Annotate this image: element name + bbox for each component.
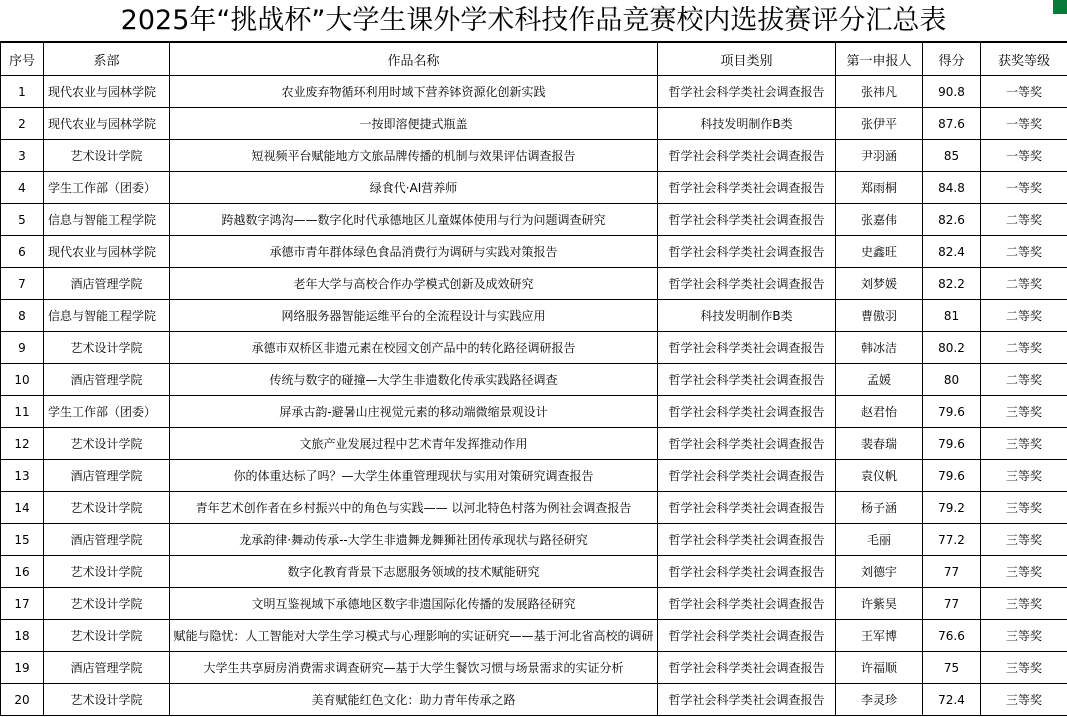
row-number: 16 <box>1 556 44 588</box>
row-applicant: 杨子涵 <box>836 492 923 524</box>
row-award: 二等奖 <box>981 332 1067 364</box>
row-award: 三等奖 <box>981 652 1067 684</box>
row-work-title: 一按即溶便捷式瓶盖 <box>170 108 658 140</box>
row-category: 哲学社会科学类社会调查报告 <box>658 652 836 684</box>
row-department: 酒店管理学院 <box>44 652 170 684</box>
row-number: 4 <box>1 172 44 204</box>
row-applicant: 刘德宇 <box>836 556 923 588</box>
row-score: 76.6 <box>923 620 981 652</box>
row-applicant: 王军博 <box>836 620 923 652</box>
row-award: 三等奖 <box>981 620 1067 652</box>
table-row <box>1 204 1067 236</box>
row-score: 79.6 <box>923 460 981 492</box>
row-work-title: 传统与数字的碰撞—大学生非遗数化传承实践路径调查 <box>170 364 658 396</box>
table-row <box>1 492 1067 524</box>
table-row <box>1 460 1067 492</box>
corner-marker <box>1053 0 1067 14</box>
row-award: 三等奖 <box>981 396 1067 428</box>
row-award: 三等奖 <box>981 588 1067 620</box>
row-department: 信息与智能工程学院 <box>44 204 170 236</box>
row-number: 8 <box>1 300 44 332</box>
table-row <box>1 108 1067 140</box>
row-number: 20 <box>1 684 44 716</box>
row-award: 二等奖 <box>981 268 1067 300</box>
row-applicant: 裴春瑞 <box>836 428 923 460</box>
row-category: 哲学社会科学类社会调查报告 <box>658 236 836 268</box>
row-applicant: 袁仪帆 <box>836 460 923 492</box>
row-award: 二等奖 <box>981 300 1067 332</box>
row-award: 一等奖 <box>981 108 1067 140</box>
row-work-title: 美育赋能红色文化：助力青年传承之路 <box>170 684 658 716</box>
table-row <box>1 684 1067 716</box>
row-applicant: 刘梦媛 <box>836 268 923 300</box>
table-row <box>1 524 1067 556</box>
row-work-title: 农业废弃物循环利用时域下营养钵资源化创新实践 <box>170 76 658 108</box>
row-work-title: 赋能与隐忧：人工智能对大学生学习模式与心理影响的实证研究——基于河北省高校的调研 <box>170 620 658 652</box>
row-department: 现代农业与园林学院 <box>44 76 170 108</box>
row-score: 90.8 <box>923 76 981 108</box>
row-award: 二等奖 <box>981 364 1067 396</box>
table-row <box>1 332 1067 364</box>
row-applicant: 张祎凡 <box>836 76 923 108</box>
column-header-no: 序号 <box>1 43 44 76</box>
row-score: 84.8 <box>923 172 981 204</box>
row-number: 14 <box>1 492 44 524</box>
row-number: 1 <box>1 76 44 108</box>
row-category: 哲学社会科学类社会调查报告 <box>658 524 836 556</box>
column-header-category: 项目类别 <box>658 43 836 76</box>
row-category: 科技发明制作B类 <box>658 300 836 332</box>
row-number: 6 <box>1 236 44 268</box>
row-applicant: 史鑫旺 <box>836 236 923 268</box>
row-work-title: 你的体重达标了吗？—大学生体重管理现状与实用对策研究调查报告 <box>170 460 658 492</box>
row-category: 哲学社会科学类社会调查报告 <box>658 620 836 652</box>
row-score: 79.6 <box>923 428 981 460</box>
row-number: 7 <box>1 268 44 300</box>
row-department: 艺术设计学院 <box>44 140 170 172</box>
row-number: 2 <box>1 108 44 140</box>
row-score: 72.4 <box>923 684 981 716</box>
row-applicant: 韩冰洁 <box>836 332 923 364</box>
row-category: 哲学社会科学类社会调查报告 <box>658 460 836 492</box>
row-category: 哲学社会科学类社会调查报告 <box>658 428 836 460</box>
row-award: 三等奖 <box>981 492 1067 524</box>
row-number: 3 <box>1 140 44 172</box>
row-applicant: 李灵珍 <box>836 684 923 716</box>
row-work-title: 网络服务器智能运维平台的全流程设计与实践应用 <box>170 300 658 332</box>
row-award: 二等奖 <box>981 236 1067 268</box>
row-award: 三等奖 <box>981 460 1067 492</box>
row-department: 信息与智能工程学院 <box>44 300 170 332</box>
table-row <box>1 620 1067 652</box>
page-title: 2025年“挑战杯”大学生课外学术科技作品竞赛校内选拔赛评分汇总表 <box>0 0 1067 42</box>
row-number: 5 <box>1 204 44 236</box>
row-score: 79.6 <box>923 396 981 428</box>
row-number: 9 <box>1 332 44 364</box>
row-applicant: 许福顺 <box>836 652 923 684</box>
row-work-title: 文旅产业发展过程中艺术青年发挥推动作用 <box>170 428 658 460</box>
row-category: 哲学社会科学类社会调查报告 <box>658 204 836 236</box>
column-header-dept: 系部 <box>44 43 170 76</box>
row-score: 77.2 <box>923 524 981 556</box>
table-row <box>1 556 1067 588</box>
column-header-award: 获奖等级 <box>981 43 1067 76</box>
row-score: 77 <box>923 556 981 588</box>
row-score: 87.6 <box>923 108 981 140</box>
row-category: 哲学社会科学类社会调查报告 <box>658 172 836 204</box>
row-work-title: 绿食代·AI营养师 <box>170 172 658 204</box>
row-department: 艺术设计学院 <box>44 492 170 524</box>
row-category: 哲学社会科学类社会调查报告 <box>658 492 836 524</box>
row-work-title: 跨越数字鸿沟——数字化时代承德地区儿童媒体使用与行为问题调查研究 <box>170 204 658 236</box>
row-department: 艺术设计学院 <box>44 684 170 716</box>
row-award: 二等奖 <box>981 204 1067 236</box>
row-category: 哲学社会科学类社会调查报告 <box>658 76 836 108</box>
row-number: 17 <box>1 588 44 620</box>
row-department: 艺术设计学院 <box>44 332 170 364</box>
row-applicant: 毛丽 <box>836 524 923 556</box>
row-department: 学生工作部（团委） <box>44 172 170 204</box>
row-department: 学生工作部（团委） <box>44 396 170 428</box>
row-work-title: 文明互鉴视域下承德地区数字非遗国际化传播的发展路径研究 <box>170 588 658 620</box>
table-row <box>1 652 1067 684</box>
row-department: 艺术设计学院 <box>44 620 170 652</box>
row-department: 现代农业与园林学院 <box>44 236 170 268</box>
row-score: 85 <box>923 140 981 172</box>
row-work-title: 大学生共享厨房消费需求调查研究—基于大学生餐饮习惯与场景需求的实证分析 <box>170 652 658 684</box>
column-header-applicant: 第一申报人 <box>836 43 923 76</box>
row-category: 科技发明制作B类 <box>658 108 836 140</box>
row-score: 82.6 <box>923 204 981 236</box>
row-applicant: 许紫昊 <box>836 588 923 620</box>
score-table <box>0 42 1067 716</box>
row-work-title: 承德市青年群体绿色食品消费行为调研与实践对策报告 <box>170 236 658 268</box>
row-department: 酒店管理学院 <box>44 524 170 556</box>
row-department: 酒店管理学院 <box>44 460 170 492</box>
row-award: 三等奖 <box>981 428 1067 460</box>
row-department: 艺术设计学院 <box>44 556 170 588</box>
row-work-title: 数字化教育背景下志愿服务领域的技术赋能研究 <box>170 556 658 588</box>
table-row <box>1 172 1067 204</box>
table-row <box>1 364 1067 396</box>
table-row <box>1 300 1067 332</box>
row-applicant: 尹羽涵 <box>836 140 923 172</box>
row-number: 11 <box>1 396 44 428</box>
row-score: 80 <box>923 364 981 396</box>
row-number: 12 <box>1 428 44 460</box>
row-score: 80.2 <box>923 332 981 364</box>
row-number: 15 <box>1 524 44 556</box>
row-applicant: 张伊平 <box>836 108 923 140</box>
row-number: 18 <box>1 620 44 652</box>
row-department: 艺术设计学院 <box>44 428 170 460</box>
row-score: 82.2 <box>923 268 981 300</box>
row-category: 哲学社会科学类社会调查报告 <box>658 588 836 620</box>
column-header-score: 得分 <box>923 43 981 76</box>
row-category: 哲学社会科学类社会调查报告 <box>658 332 836 364</box>
row-applicant: 郑雨桐 <box>836 172 923 204</box>
row-score: 77 <box>923 588 981 620</box>
table-row <box>1 268 1067 300</box>
table-row <box>1 588 1067 620</box>
row-work-title: 龙承韵律·舞动传承--大学生非遗舞龙舞狮社团传承现状与路径研究 <box>170 524 658 556</box>
row-work-title: 屏承古韵-避暑山庄视觉元素的移动端微缩景观设计 <box>170 396 658 428</box>
row-applicant: 赵君怡 <box>836 396 923 428</box>
header-row <box>1 43 1067 76</box>
row-award: 一等奖 <box>981 76 1067 108</box>
row-award: 一等奖 <box>981 172 1067 204</box>
table-row <box>1 396 1067 428</box>
row-department: 艺术设计学院 <box>44 588 170 620</box>
row-category: 哲学社会科学类社会调查报告 <box>658 684 836 716</box>
row-work-title: 青年艺术创作者在乡村振兴中的角色与实践—— 以河北特色村落为例社会调查报告 <box>170 492 658 524</box>
row-category: 哲学社会科学类社会调查报告 <box>658 556 836 588</box>
row-category: 哲学社会科学类社会调查报告 <box>658 364 836 396</box>
row-number: 13 <box>1 460 44 492</box>
row-work-title: 承德市双桥区非遗元素在校园文创产品中的转化路径调研报告 <box>170 332 658 364</box>
row-score: 75 <box>923 652 981 684</box>
table-row <box>1 140 1067 172</box>
row-department: 现代农业与园林学院 <box>44 108 170 140</box>
row-award: 三等奖 <box>981 524 1067 556</box>
row-department: 酒店管理学院 <box>44 268 170 300</box>
row-applicant: 曹傲羽 <box>836 300 923 332</box>
table-row <box>1 236 1067 268</box>
row-category: 哲学社会科学类社会调查报告 <box>658 396 836 428</box>
row-category: 哲学社会科学类社会调查报告 <box>658 140 836 172</box>
row-work-title: 老年大学与高校合作办学模式创新及成效研究 <box>170 268 658 300</box>
row-award: 三等奖 <box>981 684 1067 716</box>
row-applicant: 孟媛 <box>836 364 923 396</box>
row-number: 19 <box>1 652 44 684</box>
row-department: 酒店管理学院 <box>44 364 170 396</box>
table-row <box>1 76 1067 108</box>
row-score: 82.4 <box>923 236 981 268</box>
column-header-work: 作品名称 <box>170 43 658 76</box>
row-score: 81 <box>923 300 981 332</box>
row-work-title: 短视频平台赋能地方文旅品牌传播的机制与效果评估调查报告 <box>170 140 658 172</box>
table-row <box>1 428 1067 460</box>
row-applicant: 张嘉伟 <box>836 204 923 236</box>
row-category: 哲学社会科学类社会调查报告 <box>658 268 836 300</box>
row-award: 一等奖 <box>981 140 1067 172</box>
row-score: 79.2 <box>923 492 981 524</box>
row-award: 三等奖 <box>981 556 1067 588</box>
row-number: 10 <box>1 364 44 396</box>
